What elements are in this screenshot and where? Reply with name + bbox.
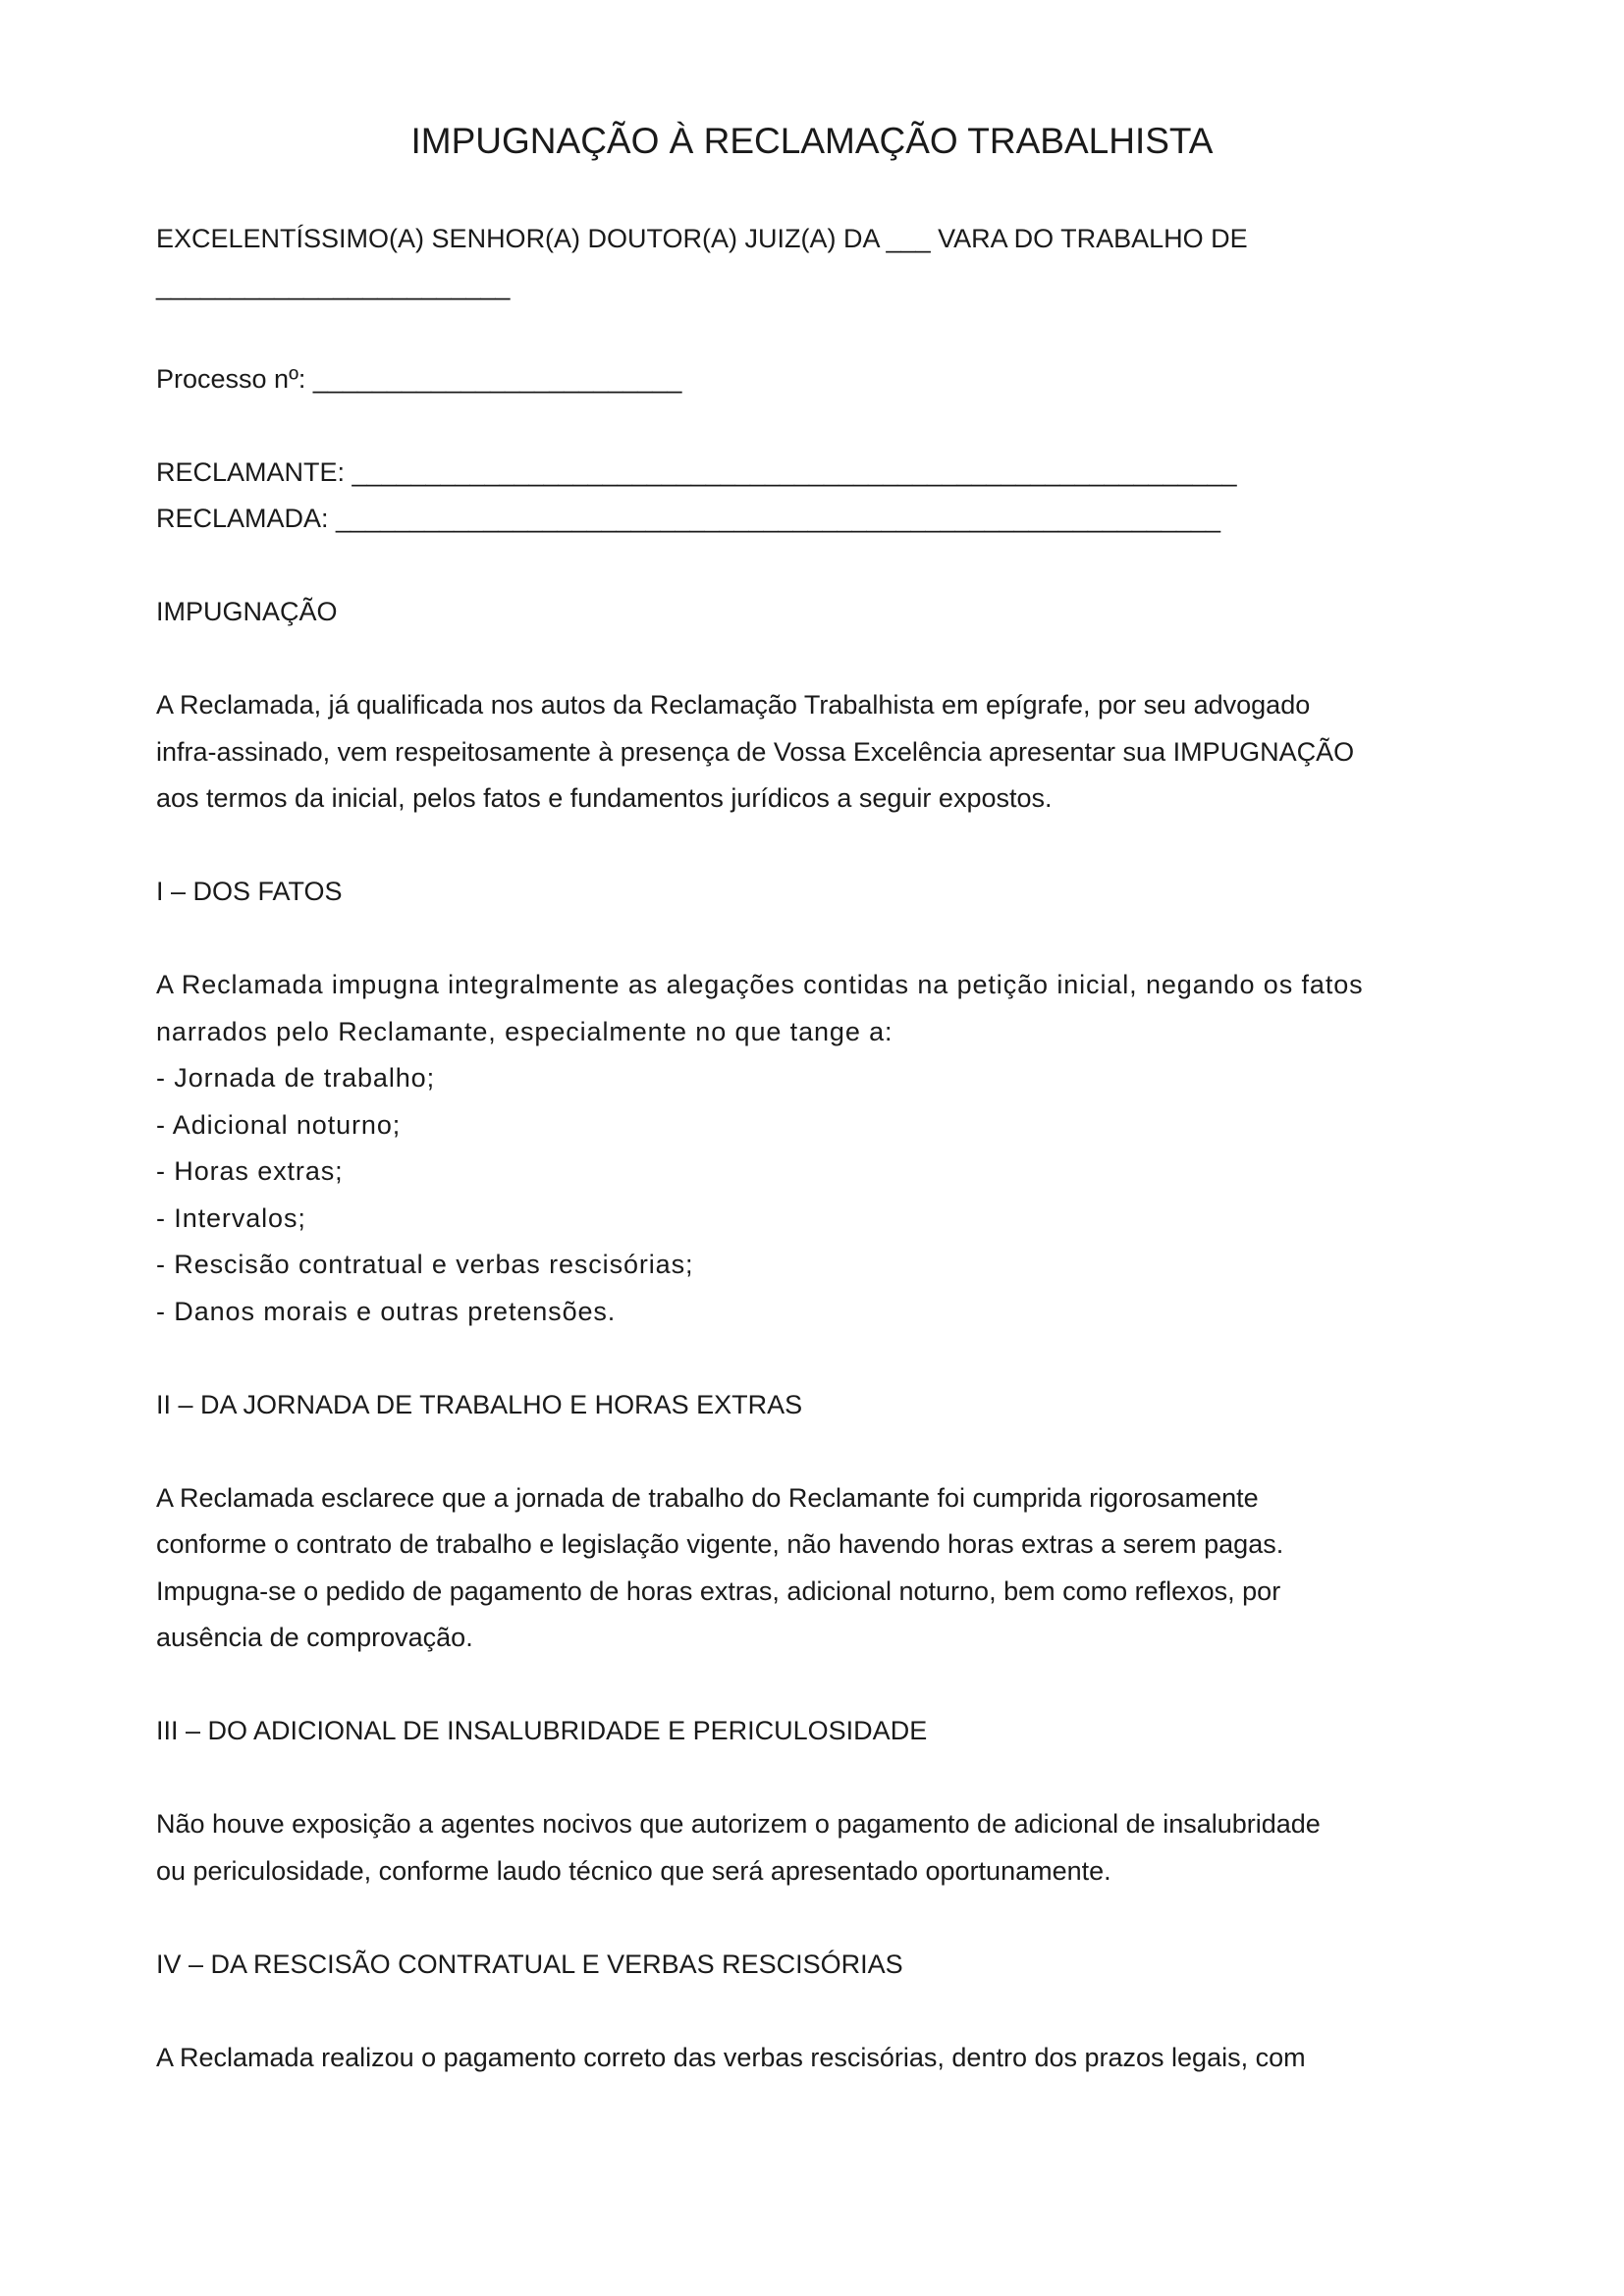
processo-field: Processo nº: _________________________ xyxy=(156,363,682,394)
section1-text-line: narrados pelo Reclamante, especialmente no que tange a: xyxy=(156,1016,893,1046)
list-item: - Horas extras; xyxy=(156,1156,344,1186)
section4-heading: IV – DA RESCISÃO CONTRATUAL E VERBAS RESCISÓRIAS xyxy=(156,1949,903,1979)
section2-heading: II – DA JORNADA DE TRABALHO E HORAS EXTRAS xyxy=(156,1389,803,1419)
impugnacao-heading: IMPUGNAÇÃO xyxy=(156,597,338,626)
section2-text-line: conforme o contrato de trabalho e legislação vigente, não havendo horas extras a serem pagas. xyxy=(156,1529,1284,1559)
reclamante-field: RECLAMANTE: ____________________________________________________________ xyxy=(156,456,1237,487)
list-item: - Jornada de trabalho; xyxy=(156,1063,435,1093)
intro-line: infra-assinado, vem respeitosamente à presença de Vossa Excelência apresentar sua IMPUGNAÇÃO xyxy=(156,736,1355,767)
section4-text-line: A Reclamada realizou o pagamento correto das verbas rescisórias, dentro dos prazos legais, com xyxy=(156,2042,1306,2072)
intro-line: A Reclamada, já qualificada nos autos da Reclamação Trabalhista em epígrafe, por seu advogado xyxy=(156,690,1311,720)
section2-text-line: Impugna-se o pedido de pagamento de horas extras, adicional noturno, bem como reflexos, por xyxy=(156,1575,1281,1606)
list-item: - Adicional noturno; xyxy=(156,1109,402,1140)
document-body xyxy=(156,216,1423,2081)
addressee-line: EXCELENTÍSSIMO(A) SENHOR(A) DOUTOR(A) JUIZ(A) DA ___ VARA DO TRABALHO DE xyxy=(156,224,1248,253)
addressee-blank-line: ________________________ xyxy=(156,270,511,300)
section2-text-line: ausência de comprovação. xyxy=(156,1623,473,1652)
list-item: - Rescisão contratual e verbas rescisórias; xyxy=(156,1250,694,1279)
reclamada-field: RECLAMADA: ____________________________________________________________ xyxy=(156,504,1221,533)
section3-heading: III – DO ADICIONAL DE INSALUBRIDADE E PERICULOSIDADE xyxy=(156,1716,928,1745)
list-item: - Intervalos; xyxy=(156,1202,306,1233)
section1-text-line: A Reclamada impugna integralmente as alegações contidas na petição inicial, negando os fatos xyxy=(156,970,1364,999)
list-item: - Danos morais e outras pretensões. xyxy=(156,1296,617,1326)
document-title: IMPUGNAÇÃO À RECLAMAÇÃO TRABALHISTA xyxy=(410,121,1214,161)
section3-text-line: Não houve exposição a agentes nocivos que autorizem o pagamento de adicional de insalubridade xyxy=(156,1809,1321,1839)
intro-line: aos termos da inicial, pelos fatos e fundamentos jurídicos a seguir expostos. xyxy=(156,783,1053,813)
section2-text-line: A Reclamada esclarece que a jornada de trabalho do Reclamante foi cumprida rigorosamente xyxy=(156,1482,1259,1513)
section1-heading: I – DOS FATOS xyxy=(156,877,343,906)
section3-text-line: ou periculosidade, conforme laudo técnico que será apresentado oportunamente. xyxy=(156,1855,1111,1886)
